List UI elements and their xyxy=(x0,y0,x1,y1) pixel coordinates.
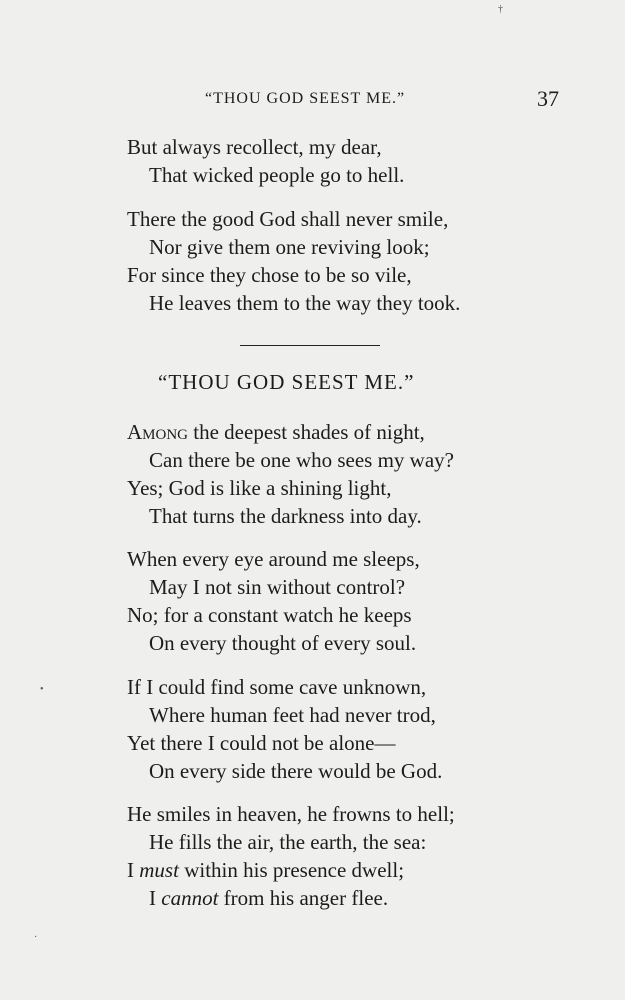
verse-line: That wicked people go to hell. xyxy=(149,163,405,187)
verse-line: Yet there I could not be alone— xyxy=(127,731,396,755)
emphasis-word: cannot xyxy=(161,886,219,910)
verse-line xyxy=(149,886,388,911)
section-divider xyxy=(240,345,380,346)
verse-line: Where human feet had never trod, xyxy=(149,703,436,727)
verse-line: For since they chose to be so vile, xyxy=(127,263,412,287)
verse-line xyxy=(127,420,425,445)
verse-line: There the good God shall never smile, xyxy=(127,207,449,231)
verse-line: No; for a constant watch he keeps xyxy=(127,603,412,627)
verse-text: within his presence dwell; xyxy=(178,858,405,882)
verse-text: the deepest shades of night, xyxy=(188,420,425,444)
scan-speck: • xyxy=(40,684,44,695)
verse-line: That turns the darkness into day. xyxy=(149,504,422,528)
verse-line: He smiles in heaven, he frowns to hell; xyxy=(127,802,455,826)
poem-title: “THOU GOD SEEST ME.” xyxy=(158,370,415,394)
drop-word: Among xyxy=(127,420,189,444)
scan-speck: · xyxy=(34,932,38,943)
verse-line: But always recollect, my dear, xyxy=(127,135,382,159)
verse-line: Yes; God is like a shining light, xyxy=(127,476,392,500)
verse-line: When every eye around me sleeps, xyxy=(127,547,420,571)
emphasis-word: must xyxy=(139,858,179,882)
verse-text: I xyxy=(149,886,162,910)
verse-line: Nor give them one reviving look; xyxy=(149,235,430,259)
page-number: 37 xyxy=(537,86,559,111)
verse-line: On every side there would be God. xyxy=(149,759,443,783)
verse-line: If I could find some cave unknown, xyxy=(127,675,427,699)
verse-line: He leaves them to the way they took. xyxy=(149,291,461,315)
verse-text: I xyxy=(127,858,140,882)
scan-speck: † xyxy=(498,4,503,15)
verse-line: May I not sin without control? xyxy=(149,575,406,599)
verse-line: Can there be one who sees my way? xyxy=(149,448,454,472)
verse-line: On every thought of every soul. xyxy=(149,631,417,655)
verse-text: from his anger flee. xyxy=(218,886,389,910)
running-head: “THOU GOD SEEST ME.” xyxy=(205,90,406,107)
verse-line: He fills the air, the earth, the sea: xyxy=(149,830,427,854)
verse-line xyxy=(127,858,404,883)
